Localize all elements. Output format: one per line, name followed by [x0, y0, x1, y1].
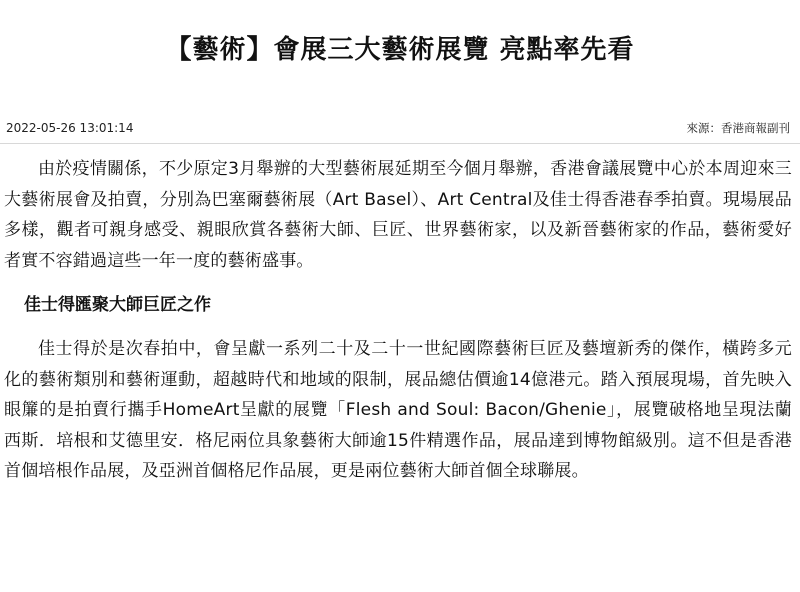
article-source: 來源：香港商報副刊: [686, 121, 790, 135]
paragraph-christies: 佳士得於是次春拍中，會呈獻一系列二十及二十一世紀國際藝術巨匠及藝壇新秀的傑作，橫跨多元化的藝術類別和藝術運動，超越時代和地域的限制，展品總估價逾14億港元。踏入預展現場，首先映入眼簾的是拍賣行攜手HomeArt呈獻的展覽「Flesh and Soul: Bacon/Ghenie」，展覽破格地呈現法蘭西斯．培根和艾德里安．格尼兩位具象藝術大師逾15件精選作品，展品達到博物館級別。這不但是香港首個培根作品展，及亞洲首個格尼作品展，更是兩位藝術大師首個全球聯展。: [4, 339, 792, 481]
article-title: 【藝術】會展三大藝術展覽 亮點率先看: [165, 35, 635, 65]
paragraph-intro: 由於疫情關係，不少原定3月舉辦的大型藝術展延期至今個月舉辦，香港會議展覽中心於本周迎來三大藝術展會及拍賣，分別為巴塞爾藝術展（Art Basel）、Art Central及佳士得香港春季拍賣。現場展品多樣，觀者可親身感受、親眼欣賞各藝術大師、巨匠、世界藝術家，以及新晉藝術家的作品，藝術愛好者實不容錯過這些一年一度的藝術盛事。: [4, 159, 792, 271]
article-body: [4, 150, 792, 487]
section-heading: 佳士得匯聚大師巨匠之作: [24, 295, 211, 315]
divider: [0, 143, 800, 144]
publish-date: 2022-05-26 13:01:14: [6, 121, 134, 135]
article-meta: [6, 118, 790, 138]
